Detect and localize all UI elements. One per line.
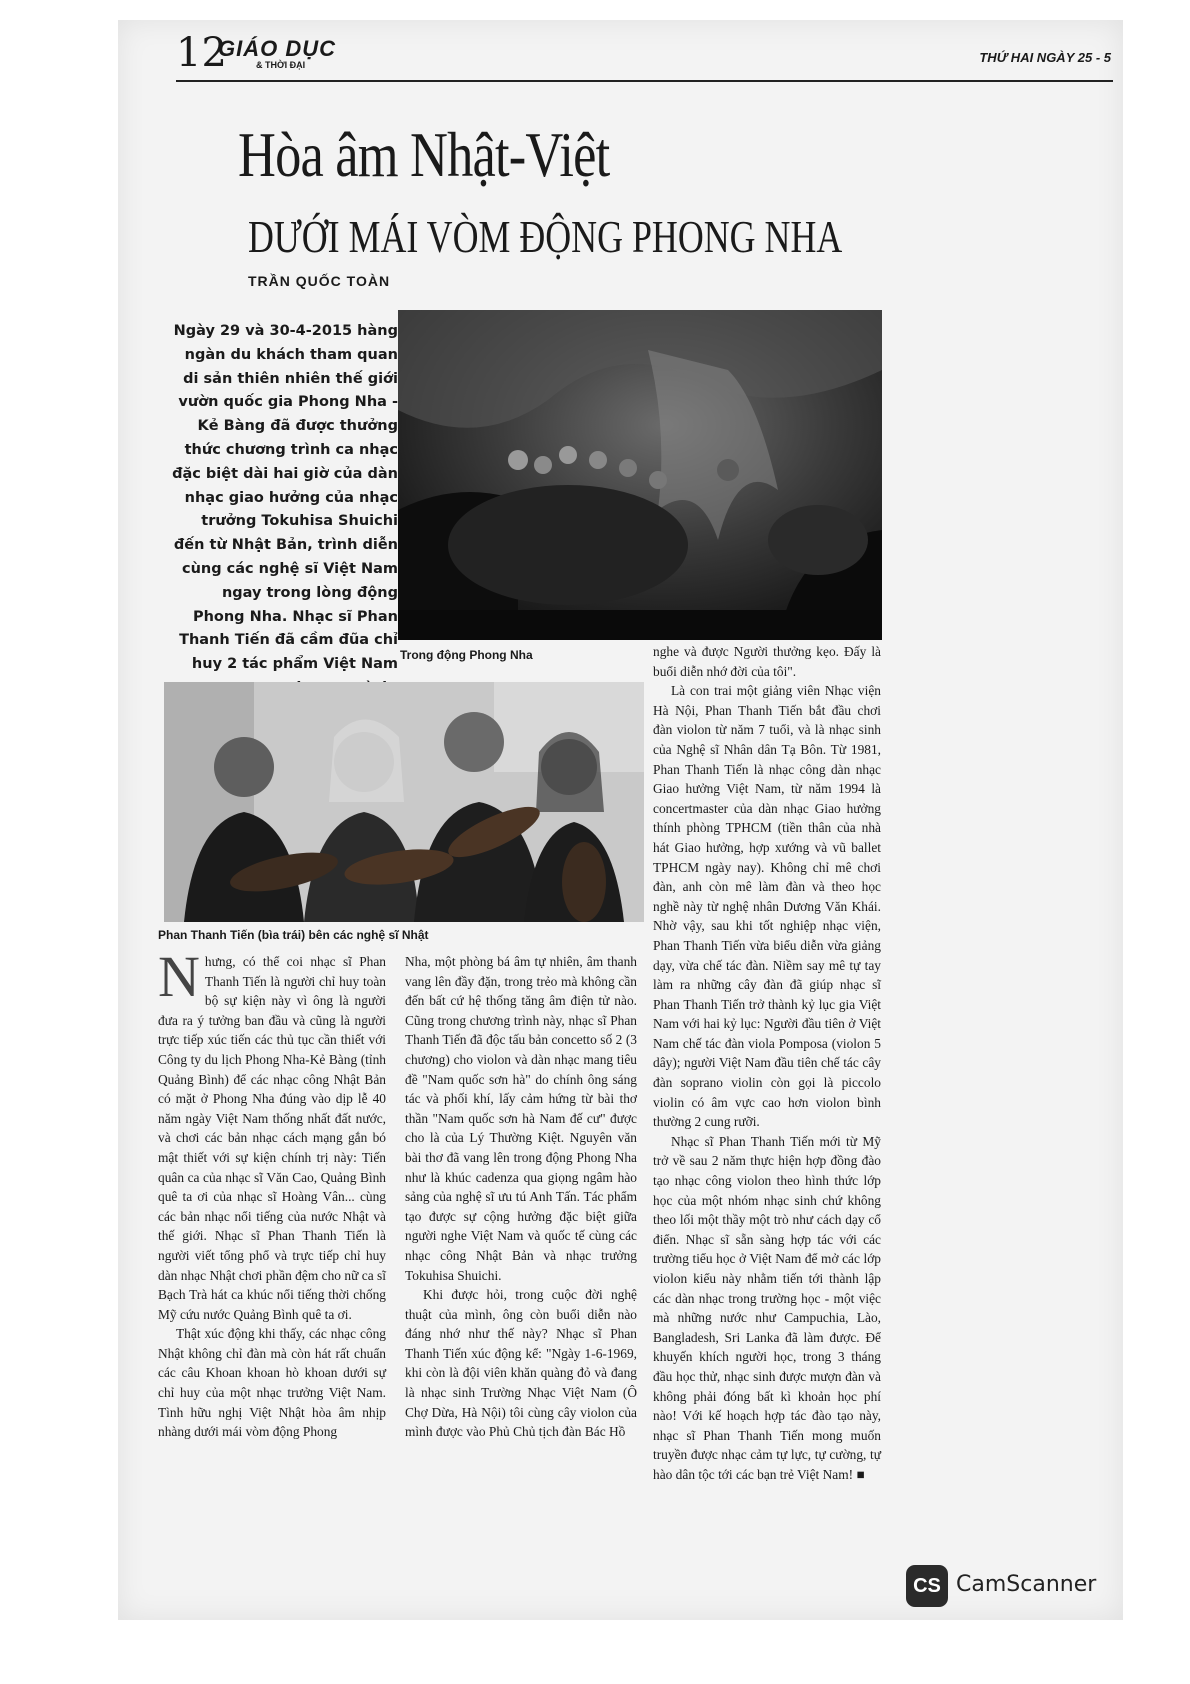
drop-cap: N xyxy=(158,944,200,1009)
body-paragraph: Thật xúc động khi thấy, các nhạc công Nhật không chỉ đàn mà còn hát rất chuẩn các câu Khoan khoan hò khoan dưới sự chỉ huy của một nhạc trưởng Việt Nam. Tình hữu nghị Việt Nhật hòa âm nhịp nhàng dưới mái vòm động Phong xyxy=(158,1326,386,1440)
headline: Hòa âm Nhật-Việt xyxy=(238,119,610,190)
page-number: 12 xyxy=(176,30,227,76)
body-column-2 xyxy=(405,952,637,1442)
cave-concert-photo xyxy=(398,310,882,640)
cave-photo-caption: Trong động Phong Nha xyxy=(400,648,533,662)
newspaper-logo xyxy=(218,38,338,72)
body-paragraph: nghe và được Người thưởng kẹo. Đấy là buổi diễn nhớ đời của tôi". xyxy=(653,644,881,679)
body-paragraph: Nha, một phòng bá âm tự nhiên, âm thanh vang lên đầy đặn, trong trẻo mà không cần đến bất cứ hệ thống tăng âm điện tử nào. Cũng trong chương trình này, nhạc sĩ Phan Thanh Tiến đã độc tấu bản concetto số 2 (3 chương) cho violon và dàn nhạc mang tiêu đề "Nam quốc sơn hà" do chính ông sáng tác và phối khí, lấy cảm hứng từ bài thơ thần "Nam quốc sơn hà Nam đế cư" được cho là của Lý Thường Kiệt. Nguyên văn bài thơ đã vang lên trong động Phong Nha như là khúc cadenza qua giọng ngâm hào sảng của nghệ sĩ ưu tú Anh Tấn. Tác phẩm tạo được sự cộng hưởng đặc biệt giữa người nghe Việt Nam và quốc tế cùng các nhạc công Nhật Bản và nhạc trưởng Tokuhisa Shuichi. xyxy=(405,954,637,1283)
logo-main: GIÁO DỤC xyxy=(218,36,336,61)
musicians-photo-caption: Phan Thanh Tiến (bìa trái) bên các nghệ sĩ Nhật xyxy=(158,928,429,942)
header-rule xyxy=(176,80,1113,82)
newspaper-page xyxy=(118,20,1123,1620)
musicians-photo xyxy=(164,682,644,922)
body-column-3 xyxy=(653,642,881,1485)
subheadline: DƯỚI MÁI VÒM ĐỘNG PHONG NHA xyxy=(248,211,843,262)
logo-sub: & THỜI ĐẠI xyxy=(256,60,306,70)
body-paragraph xyxy=(158,944,386,1324)
body-paragraph: Khi được hỏi, trong cuộc đời nghệ thuật của mình, ông còn buổi diễn nào đáng nhớ như thế này? Nhạc sĩ Phan Thanh Tiến xúc động kể: "Ngày 1-6-1969, khi còn là đội viên khăn quàng đỏ và đang là nhạc sinh Trường Nhạc Việt Nam (Ô Chợ Dừa, Hà Nội) tôi cùng cây violon của mình được vào Phủ Chủ tịch đàn Bác Hồ xyxy=(405,1287,637,1440)
body-paragraph: Nhạc sĩ Phan Thanh Tiến mới từ Mỹ trở về sau 2 năm thực hiện hợp đồng đào tạo nhạc công violon theo hình thức lớp học của một nhóm nhạc sinh chứ không theo lối một thầy một trò như cách dạy cổ điển. Nhạc sĩ sẵn sàng hợp tác với các trường tiểu học ở Việt Nam để mở các lớp violon kiểu này nhằm tiến tới thành lập các dàn nhạc trong trường học - một việc mà những nước như Campuchia, Lào, Bangladesh, Sri Lanka đã làm được. Để khuyến khích người học, trong 3 tháng đầu học thử, nhạc sinh được mượn đàn và không phải đóng bất kì khoản học phí nào! Với kế hoạch hợp tác đào tạo này, nhạc sĩ Phan Thanh Tiến mong muốn truyền được nhạc cảm tự lực, tự cường, tự hào dân tộc tới các bạn trẻ Việt Nam! ■ xyxy=(653,1133,881,1482)
byline: TRẦN QUỐC TOÀN xyxy=(248,273,391,289)
camscanner-watermark: CamScanner xyxy=(956,1572,1097,1597)
camscanner-logo-icon: CS xyxy=(906,1565,948,1607)
issue-date: THỨ HAI NGÀY 25 - 5 xyxy=(979,50,1111,65)
paragraph-text: hưng, có thể coi nhạc sĩ Phan Thanh Tiến là người chỉ huy toàn bộ sự kiện này vì ông là người đưa ra ý tưởng ban đầu và cũng là người trực tiếp xúc tiến các thủ tục cần thiết với Công ty du lịch Phong Nha-Kẻ Bàng (tỉnh Quảng Bình) để các nhạc công Nhật Bản có mặt ở Phong Nha đúng vào dịp lễ 40 năm ngày Việt Nam thống nhất đất nước, và chơi các bản nhạc cách mạng gắn bó mật thiết với sự kiện chính trị này: Tiến quân ca của nhạc sĩ Văn Cao, Quảng Bình quê ta ơi của nhạc sĩ Hoàng Vân... cùng các bản nhạc nổi tiếng của nước Nhật và thế giới. Nhạc sĩ Phan Thanh Tiến là người viết tổng phổ và trực tiếp chỉ huy dàn nhạc Nhật chơi phần đệm cho nữ ca sĩ Bạch Trà hát ca khúc nổi tiếng thời chống Mỹ cứu nước Quảng Bình quê ta ơi. xyxy=(158,954,386,1322)
cave-concert-image xyxy=(398,310,882,640)
lead-paragraph: Ngày 29 và 30-4-2015 hàng ngàn du khách tham quan di sản thiên nhiên thế giới vườn quốc gia Phong Nha - Kẻ Bàng đã được thưởng thức chương trình ca nhạc đặc biệt dài hai giờ của dàn nhạc giao hưởng của nhạc trưởng Tokuhisa Shuichi đến từ Nhật Bản, trình diễn cùng các nghệ sĩ Việt Nam ngay trong lòng động Phong Nha. Nhạc sĩ Phan Thanh Tiến đã cầm đũa chỉ huy 2 tác phẩm Việt Nam xyxy=(172,323,398,673)
musicians-image xyxy=(164,682,644,922)
body-paragraph: Là con trai một giảng viên Nhạc viện Hà Nội, Phan Thanh Tiến bắt đầu chơi đàn violon từ năm 7 tuổi, và là nhạc sinh của Nghệ sĩ Nhân dân Tạ Bôn. Từ 1981, Phan Thanh Tiến là nhạc công dàn nhạc Giao hưởng Việt Nam, từ năm 1994 là concertmaster của dàn nhạc Giao hưởng thính phòng TPHCM (tiền thân của nhà hát Giao hưởng, hợp xướng và vũ ballet TPHCM ngày nay). Không chỉ mê chơi đàn, anh còn mê làm đàn và theo học nghề này từ nghệ nhân Dương Văn Khái. Nhờ vậy, sau khi tốt nghiệp nhạc viện, Phan Thanh Tiến vừa biểu diễn vừa giảng dạy, vừa chế tác đàn. Niềm say mê tự tay làm ra những cây đàn đã giúp nhạc sĩ Phan Thanh Tiến trở thành kỷ lục gia Việt Nam với hai kỷ lục: Người đầu tiên ở Việt Nam chế tác đàn viola Pomposa (violon 5 dây); người Việt Nam đầu tiên chế tác cây đàn soprano violin còn gọi là piccolo violin có âm vực cao hơn violon bình thường 2 cung rưỡi. xyxy=(653,683,881,1130)
body-column-1 xyxy=(158,944,386,1442)
